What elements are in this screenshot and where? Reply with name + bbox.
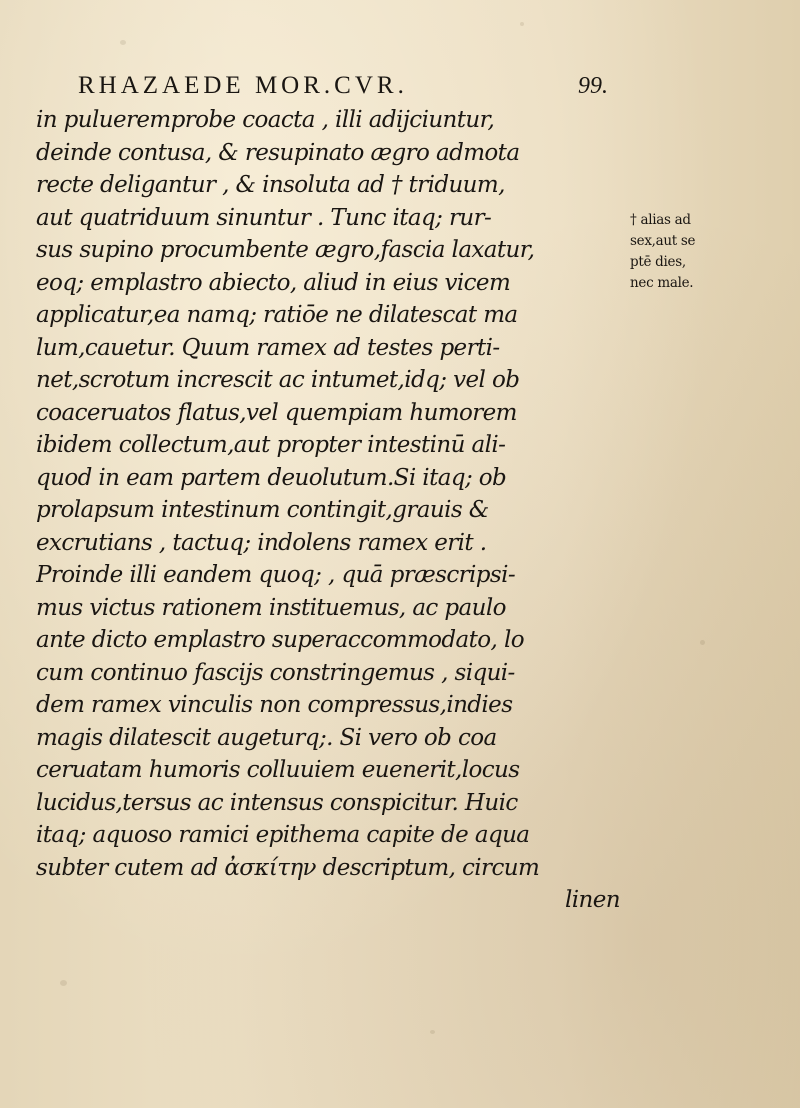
marginal-note-line: nec male. bbox=[630, 275, 694, 291]
foxing-spot bbox=[520, 22, 524, 26]
text-line: applicatur,ea namq; ratiōe ne dilatescat ma bbox=[36, 302, 518, 328]
text-line: in pulueremprobe coacta , illi adijciuntur, bbox=[36, 107, 495, 133]
text-line: coaceruatos flatus,vel quempiam humorem bbox=[36, 399, 517, 426]
marginal-note-line: † alias ad bbox=[630, 212, 691, 228]
text-line: aut quatriduum sinuntur . Tunc itaq; rur- bbox=[36, 204, 492, 231]
text-line: quod in eam partem deuolutum.Si itaq; ob bbox=[36, 464, 507, 491]
text-line: lum,cauetur. Quum ramex ad testes perti- bbox=[36, 334, 500, 361]
text-line: excrutians , tactuq; indolens ramex erit . bbox=[36, 529, 487, 556]
text-line: itaq; aquoso ramici epithema capite de aqua bbox=[36, 822, 530, 848]
text-line: subter cutem ad ἀσκίτην descriptum, circum bbox=[36, 854, 540, 881]
text-line: magis dilatescit augeturq;. Si vero ob coa bbox=[36, 724, 497, 751]
catchword: linen bbox=[565, 887, 620, 913]
marginal-note-line: ptē dies, bbox=[630, 254, 686, 270]
text-line: sus supino procumbente ægro,fascia laxatur, bbox=[36, 237, 535, 263]
text-line: recte deligantur , & insoluta ad † triduum, bbox=[36, 172, 505, 198]
text-line: Proinde illi eandem quoq; , quā præscripsi- bbox=[36, 562, 516, 588]
text-line: net,scrotum increscit ac intumet,idq; vel ob bbox=[36, 367, 520, 393]
marginal-note-line: sex,aut se bbox=[630, 233, 696, 249]
foxing-spot bbox=[700, 640, 705, 645]
text-line: deinde contusa, & resupinato ægro admota bbox=[36, 139, 520, 166]
text-line: lucidus,tersus ac intensus conspicitur. Huic bbox=[36, 789, 518, 816]
text-line: ibidem collectum,aut propter intestinū ali- bbox=[36, 432, 506, 458]
running-title: RHAZAEDE MOR.CVR. bbox=[78, 72, 408, 99]
text-line: mus victus rationem instituemus, ac paulo bbox=[36, 594, 506, 621]
marginal-note bbox=[630, 210, 800, 294]
foxing-spot bbox=[430, 1030, 435, 1034]
text-line: prolapsum intestinum contingit,grauis & bbox=[36, 497, 489, 523]
page-header bbox=[78, 68, 608, 104]
body-text bbox=[36, 104, 626, 917]
foxing-spot bbox=[60, 980, 67, 986]
text-line: cum continuo fascijs constringemus , siqui- bbox=[36, 659, 515, 686]
page-number: 99. bbox=[578, 73, 608, 99]
text-line: ante dicto emplastro superaccommodato, lo bbox=[36, 627, 524, 653]
text-line: eoq; emplastro abiecto, aliud in eius vicem bbox=[36, 269, 511, 296]
text-line: ceruatam humoris colluuiem euenerit,locus bbox=[36, 757, 520, 783]
text-line: dem ramex vinculis non compressus,indies bbox=[36, 692, 513, 718]
foxing-spot bbox=[120, 40, 126, 45]
